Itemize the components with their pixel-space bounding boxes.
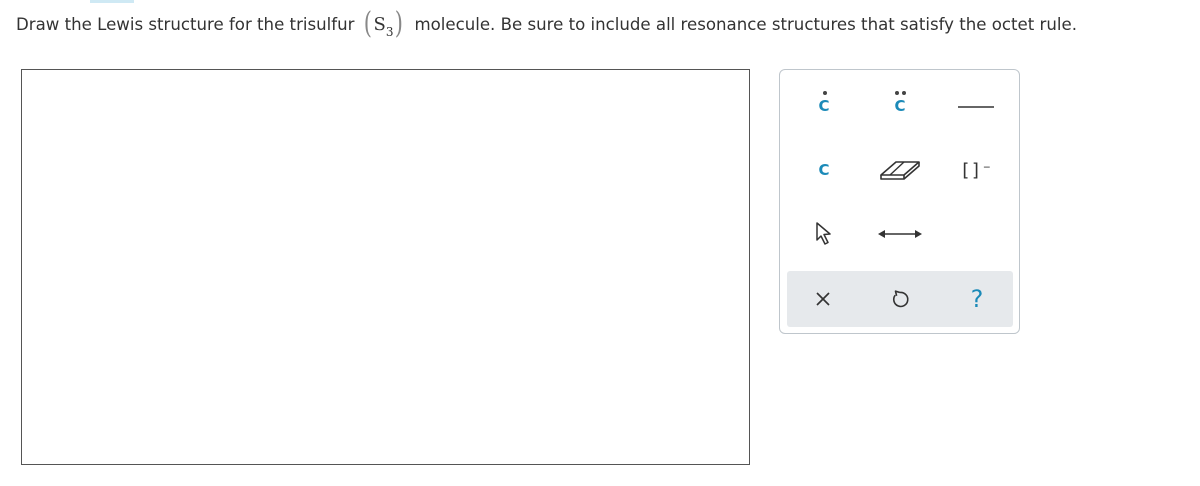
clear-button[interactable] (793, 273, 853, 325)
cursor-arrow-icon (811, 220, 837, 248)
help-button[interactable] (947, 273, 1007, 325)
atom-lone-pair-icon (894, 97, 905, 115)
resonance-arrow-tool[interactable] (870, 208, 930, 260)
prompt-text-before: Draw the Lewis structure for the trisulfur (16, 15, 355, 34)
bracket-charge-label: []⁻ (959, 159, 993, 181)
formula-close-paren: ) (395, 6, 404, 41)
formula-element: S (373, 14, 386, 35)
lone-pair-atom-label: C (894, 97, 906, 115)
atom-label: C (818, 161, 830, 179)
question-prompt (16, 6, 1077, 40)
formula-open-paren: ( (363, 6, 372, 41)
action-bar (787, 271, 1013, 327)
single-bond-tool[interactable] (946, 80, 1006, 132)
prompt-text-after: molecule. Be sure to include all resonance structures that satisfy the octet rule. (414, 15, 1077, 34)
undo-icon (889, 288, 911, 310)
atom-icon (818, 161, 829, 179)
lone-pair-atom-tool[interactable] (870, 80, 930, 132)
radical-atom-tool[interactable] (794, 80, 854, 132)
eraser-icon (878, 157, 922, 183)
drawing-canvas[interactable] (21, 69, 750, 465)
molecule-formula (362, 6, 405, 43)
atom-tool[interactable] (794, 144, 854, 196)
eraser-tool[interactable] (870, 144, 930, 196)
tool-palette (779, 69, 1020, 334)
help-icon: ? (970, 285, 984, 313)
bracket-charge-icon (960, 160, 993, 181)
formula-subscript: 3 (385, 25, 394, 39)
atom-single-dot-icon (818, 97, 829, 115)
undo-button[interactable] (870, 273, 930, 325)
top-tab-indicator (90, 0, 134, 3)
single-bond-icon (956, 101, 996, 111)
resonance-arrow-icon (877, 228, 923, 240)
close-icon (814, 290, 832, 308)
radical-atom-label: C (818, 97, 830, 115)
select-tool[interactable] (794, 208, 854, 260)
bracket-charge-tool[interactable] (946, 144, 1006, 196)
